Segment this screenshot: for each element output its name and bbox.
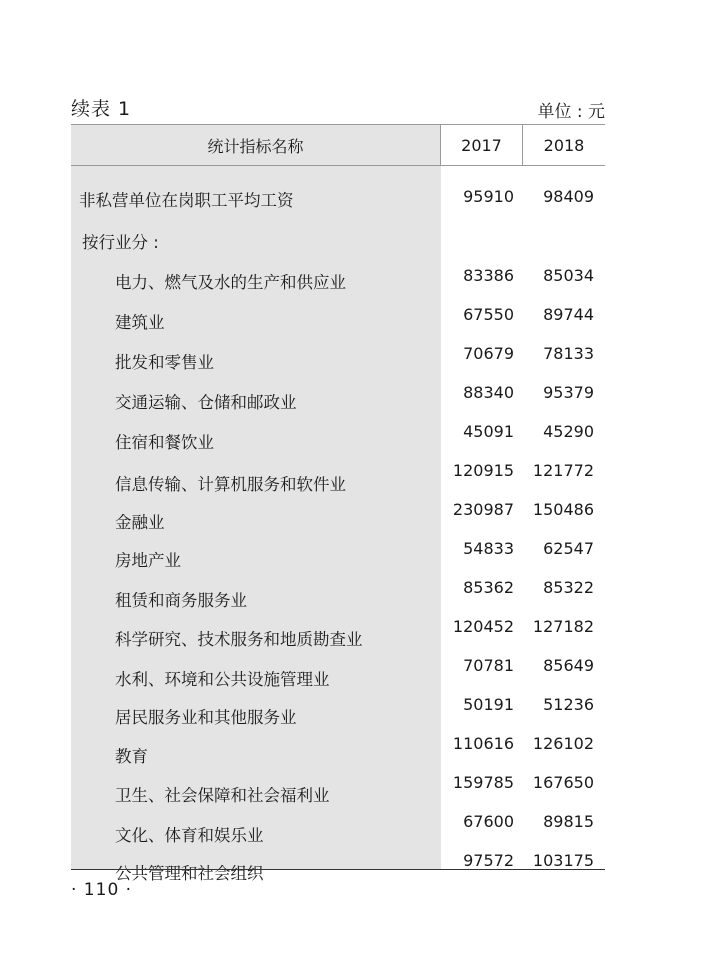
row-value-2018: 85649 [543, 656, 594, 675]
table-bottom-rule [71, 869, 605, 870]
page-number: · 110 · [71, 880, 133, 900]
row-value-2017: 85362 [463, 578, 514, 597]
row-value-2017: 110616 [452, 734, 514, 753]
row-value-2017: 45091 [463, 422, 514, 441]
row-indicator-name: 水利、环境和公共设施管理业 [115, 670, 330, 689]
row-value-2018: 85034 [543, 266, 594, 285]
row-indicator-name: 交通运输、仓储和邮政业 [115, 393, 297, 412]
row-value-2017: 120452 [452, 617, 514, 636]
header-indicator-name: 统计指标名称 [71, 125, 441, 165]
row-value-2018: 62547 [543, 539, 594, 558]
row-value-2018: 127182 [532, 617, 594, 636]
header-year-2017: 2017 [441, 125, 523, 165]
table-caption: 续表 1 [71, 98, 132, 120]
row-value-2017: 97572 [463, 851, 514, 870]
row-value-2017: 230987 [452, 500, 514, 519]
row-indicator-name: 居民服务业和其他服务业 [115, 708, 297, 727]
row-value-2017: 88340 [463, 383, 514, 402]
row-indicator-name: 教育 [115, 747, 148, 766]
header-year-2018: 2018 [543, 135, 585, 155]
row-value-2018: 95379 [543, 383, 594, 402]
row-value-2018: 45290 [543, 422, 594, 441]
row-indicator-name: 建筑业 [115, 313, 165, 332]
row-value-2018: 126102 [532, 734, 594, 753]
row-value-2018: 150486 [532, 500, 594, 519]
row-value-2017: 67600 [463, 812, 514, 831]
table-header [71, 124, 605, 166]
row-value-2018: 78133 [543, 344, 594, 363]
row-indicator-name: 信息传输、计算机服务和软件业 [115, 475, 346, 494]
row-indicator-name: 金融业 [115, 513, 165, 532]
row-indicator-name: 批发和零售业 [115, 353, 214, 372]
row-value-2018: 89815 [543, 812, 594, 831]
unit-label: 单位 : 元 [537, 102, 605, 122]
row-indicator-name: 电力、燃气及水的生产和供应业 [115, 273, 346, 292]
row-indicator-name: 公共管理和社会组织 [115, 864, 264, 883]
row-indicator-name: 科学研究、技术服务和地质勘查业 [115, 630, 363, 649]
row-value-2017: 70679 [463, 344, 514, 363]
row-indicator-name: 住宿和餐饮业 [115, 433, 214, 452]
row-value-2017: 67550 [463, 305, 514, 324]
row-value-2018: 89744 [543, 305, 594, 324]
row-indicator-name: 文化、体育和娱乐业 [115, 826, 264, 845]
row-indicator-name: 非私营单位在岗职工平均工资 [79, 191, 294, 210]
row-value-2018: 98409 [543, 187, 594, 206]
row-indicator-name: 租赁和商务服务业 [115, 591, 247, 610]
wage-table [71, 124, 605, 883]
row-value-2018: 51236 [543, 695, 594, 714]
row-value-2018: 85322 [543, 578, 594, 597]
row-value-2017: 70781 [463, 656, 514, 675]
row-indicator-name: 按行业分 : [82, 233, 159, 252]
row-value-2017: 50191 [463, 695, 514, 714]
row-value-2017: 159785 [452, 773, 514, 792]
row-value-2017: 83386 [463, 266, 514, 285]
row-value-2017: 120915 [452, 461, 514, 480]
row-value-2018: 121772 [532, 461, 594, 480]
row-value-2018: 167650 [532, 773, 594, 792]
row-value-2017: 54833 [463, 539, 514, 558]
row-value-2017: 95910 [463, 187, 514, 206]
row-indicator-name: 房地产业 [115, 551, 181, 570]
row-value-2018: 103175 [532, 851, 594, 870]
row-indicator-name: 卫生、社会保障和社会福利业 [115, 786, 330, 805]
